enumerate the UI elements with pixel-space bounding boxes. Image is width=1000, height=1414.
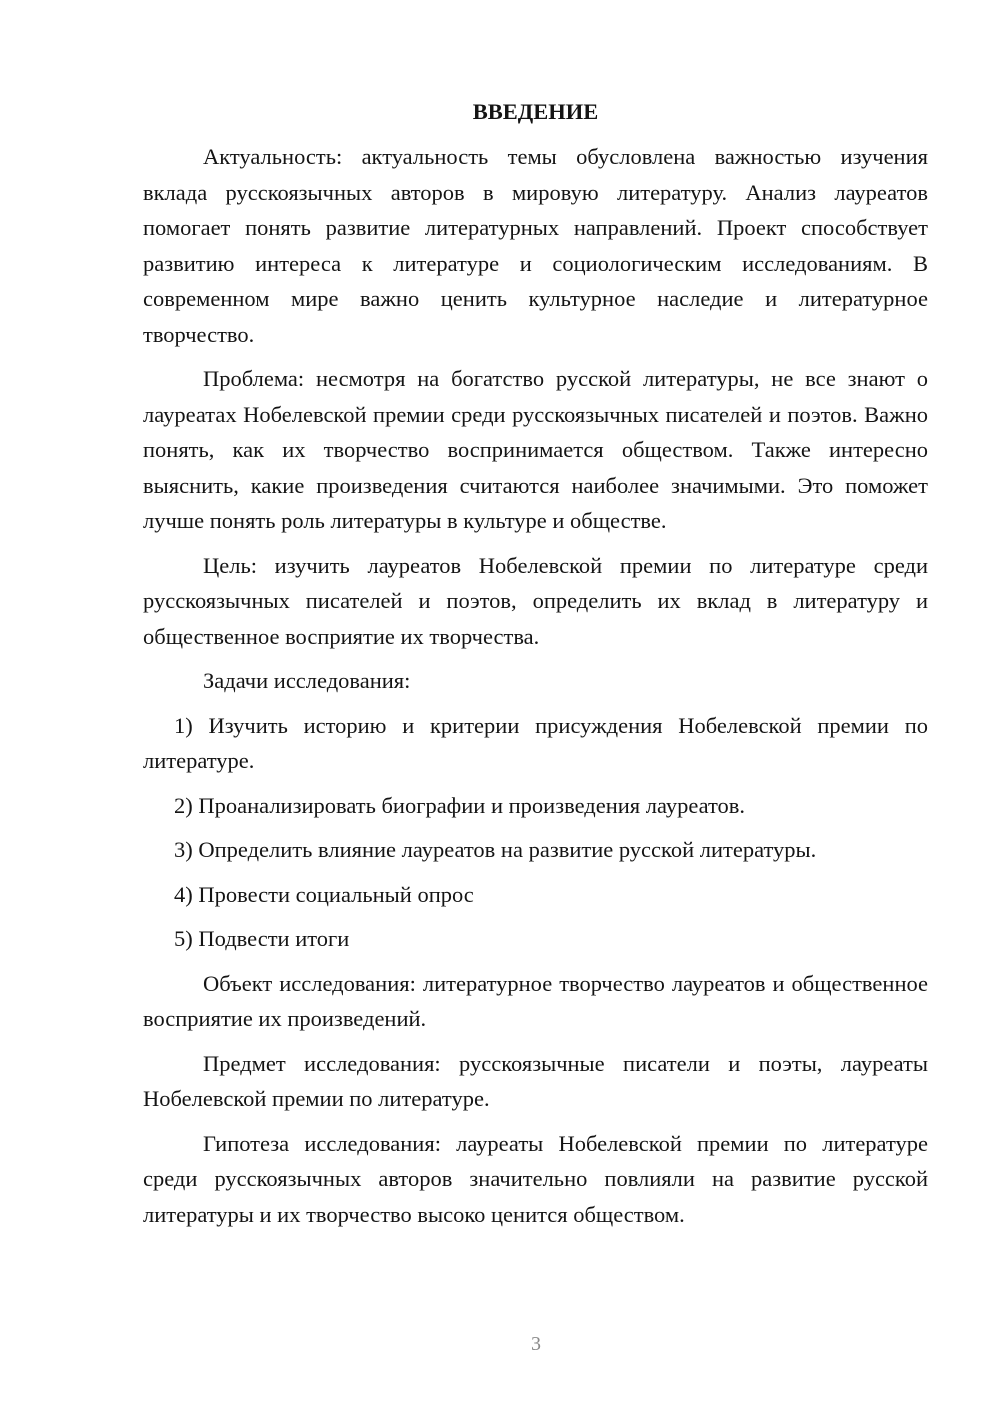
relevance-paragraph: Актуальность: актуальность темы обусловлена важностью изучения вклада русскоязычных авторов в мировую литературу. Анализ лауреатов помогает понять развитие литературных направлений. Проект способствует развитию интереса к литературе и социологическим исследованиям. В современном мире важно ценить культурное наследие и литературное творчество. (143, 144, 928, 347)
task-item: 2) Проанализировать биографии и произведения лауреатов. (174, 792, 746, 818)
task-item: 1) Изучить историю и критерии присуждения Нобелевской премии по литературе. (143, 712, 928, 773)
section-title: ВВЕДЕНИЕ (472, 99, 599, 124)
task-item: 5) Подвести итоги (174, 926, 350, 951)
page-number: 3 (531, 1333, 541, 1355)
object-paragraph: Объект исследования: литературное творчество лауреатов и общественное восприятие их произведений. (143, 970, 928, 1031)
page-content (143, 94, 928, 1241)
subject-paragraph: Предмет исследования: русскоязычные писатели и поэты, лауреаты Нобелевской премии по литературе. (143, 1050, 928, 1111)
hypothesis-paragraph: Гипотеза исследования: лауреаты Нобелевской премии по литературе среди русскоязычных авторов значительно повлияли на развитие русской литературы и их творчество высоко ценится обществом. (143, 1130, 928, 1227)
goal-paragraph: Цель: изучить лауреатов Нобелевской премии по литературе среди русскоязычных писателей и поэтов, определить их вклад в литературу и общественное восприятие их творчества. (143, 552, 928, 649)
tasks-heading: Задачи исследования: (203, 668, 411, 693)
task-item: 3) Определить влияние лауреатов на развитие русской литературы. (174, 837, 817, 862)
tasks-list (143, 708, 928, 957)
task-item: 4) Провести социальный опрос (174, 881, 474, 907)
problem-paragraph: Проблема: несмотря на богатство русской литературы, не все знают о лауреатах Нобелевской премии среди русскоязычных писателей и поэтов. Важно понять, как их творчество воспринимается обществом. Также интересно выяснить, какие произведения считаются наиболее значимыми. Это поможет лучше понять роль литературы в культуре и обществе. (143, 366, 928, 533)
